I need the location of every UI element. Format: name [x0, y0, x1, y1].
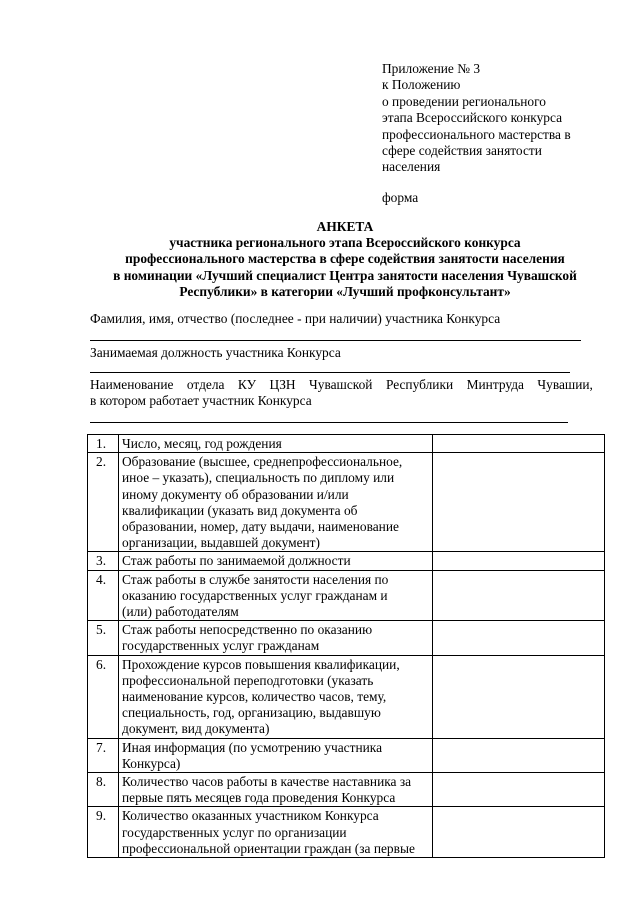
answer-cell[interactable]	[433, 453, 605, 552]
row-label-line: Прохождение курсов повышения квалификации,	[122, 656, 400, 672]
row-label-line: государственных услуг по организации	[122, 824, 347, 840]
row-label-line: Стаж работы в службе занятости населения по	[122, 571, 389, 587]
row-label-line: квалификации (указать вид документа об	[122, 502, 358, 518]
title-line: участника регионального этапа Всероссийского конкурса	[169, 235, 521, 251]
answer-cell[interactable]	[433, 552, 605, 570]
annex-line: этапа Всероссийского конкурса	[382, 110, 563, 126]
answer-cell[interactable]	[433, 435, 605, 453]
row-number: 7.	[88, 738, 119, 772]
document-title	[95, 219, 595, 300]
row-label-line: государственных услуг гражданам	[122, 638, 320, 654]
row-label	[119, 773, 433, 807]
row-number: 9.	[88, 807, 119, 858]
row-number: 6.	[88, 655, 119, 738]
title-heading: АНКЕТА	[316, 219, 374, 234]
row-label-line: оказанию государственных услуг гражданам и	[122, 587, 388, 603]
answer-cell[interactable]	[433, 807, 605, 858]
organization-label	[90, 377, 593, 410]
row-label-line: Конкурса)	[122, 755, 181, 771]
org-word: Чувашии,	[537, 377, 593, 392]
position-label: Занимаемая должность участника Конкурса	[90, 345, 341, 360]
row-label-line: документ, вид документа)	[122, 721, 270, 737]
org-word: отдела	[186, 377, 225, 392]
annex-line: населения	[382, 159, 441, 175]
row-label	[119, 807, 433, 858]
row-label	[119, 655, 433, 738]
row-label	[119, 552, 433, 570]
answer-cell[interactable]	[433, 570, 605, 621]
annex-block	[382, 61, 612, 206]
row-label-line: Образование (высшее, среднепрофессиональное,	[122, 454, 403, 470]
answer-cell[interactable]	[433, 738, 605, 772]
row-label-line: наименование курсов, количество часов, тему,	[122, 689, 387, 705]
row-label-line: иное – указать), специальность по диплому или	[122, 470, 395, 486]
table-row	[88, 807, 605, 858]
row-number: 3.	[88, 552, 119, 570]
row-label-line: Количество часов работы в качестве наставника за	[122, 774, 412, 790]
org-word: ЦЗН	[269, 377, 296, 392]
row-label-line: профессиональной ориентации граждан (за первые	[122, 840, 415, 856]
table-row	[88, 435, 605, 453]
table-row	[88, 738, 605, 772]
row-label-line: Иная информация (по усмотрению участника	[122, 739, 383, 755]
title-line: в номинации «Лучший специалист Центра занятости населения Чувашской	[113, 267, 577, 283]
row-label	[119, 453, 433, 552]
organization-line[interactable]	[90, 422, 568, 423]
annex-line: Приложение № 3	[382, 61, 481, 76]
position-line[interactable]	[90, 372, 570, 373]
full-name-line[interactable]	[90, 340, 581, 341]
row-label-line: Стаж работы по занимаемой должности	[122, 553, 351, 569]
org-word: Чувашской	[309, 377, 373, 392]
annex-line: к Положению	[382, 77, 461, 93]
questionnaire-table	[87, 434, 605, 858]
full-name-label: Фамилия, имя, отчество (последнее - при наличии) участника Конкурса	[90, 311, 501, 326]
row-label-line: Число, месяц, год рождения	[122, 436, 282, 451]
row-number: 5.	[88, 621, 119, 655]
title-line: Республики» в категории «Лучший профконсультант»	[179, 283, 511, 299]
table-row	[88, 570, 605, 621]
org-line-2: в котором работает участник Конкурса	[90, 393, 312, 409]
org-word: КУ	[237, 377, 257, 392]
row-label-line: иному документу об образовании и/или	[122, 486, 349, 502]
annex-line: о проведении регионального	[382, 93, 546, 109]
row-label-line: организации, выдавшей документ)	[122, 535, 320, 551]
row-label-line: специальность, год, организацию, выдавшую	[122, 705, 381, 721]
row-label-line: Стаж работы непосредственно по оказанию	[122, 622, 373, 638]
row-label	[119, 738, 433, 772]
table-row	[88, 453, 605, 552]
title-line: профессионального мастерства в сфере содействия занятости населения	[125, 251, 565, 267]
answer-cell[interactable]	[433, 773, 605, 807]
row-number: 4.	[88, 570, 119, 621]
table-row	[88, 552, 605, 570]
org-word: Республики	[385, 377, 454, 392]
row-label	[119, 435, 433, 453]
answer-cell[interactable]	[433, 655, 605, 738]
row-label	[119, 621, 433, 655]
answer-cell[interactable]	[433, 621, 605, 655]
row-label-line: профессиональной переподготовки (указать	[122, 672, 374, 688]
row-label-line: образовании, номер, дату выдачи, наименование	[122, 519, 399, 535]
row-number: 2.	[88, 453, 119, 552]
row-number: 1.	[88, 435, 119, 453]
annex-line: профессионального мастерства в	[382, 126, 571, 142]
annex-line: сфере содействия занятости	[382, 143, 542, 159]
row-label-line: Количество оказанных участником Конкурса	[122, 808, 379, 824]
row-number: 8.	[88, 773, 119, 807]
table-row	[88, 621, 605, 655]
table-row	[88, 655, 605, 738]
org-word: Минтруда	[466, 377, 524, 392]
table-row	[88, 773, 605, 807]
org-word: Наименование	[90, 377, 174, 392]
row-label-line: первые пять месяцев года проведения Конкурса	[122, 790, 396, 806]
row-label	[119, 570, 433, 621]
row-label-line: (или) работодателям	[122, 604, 239, 620]
form-label: форма	[382, 189, 419, 205]
